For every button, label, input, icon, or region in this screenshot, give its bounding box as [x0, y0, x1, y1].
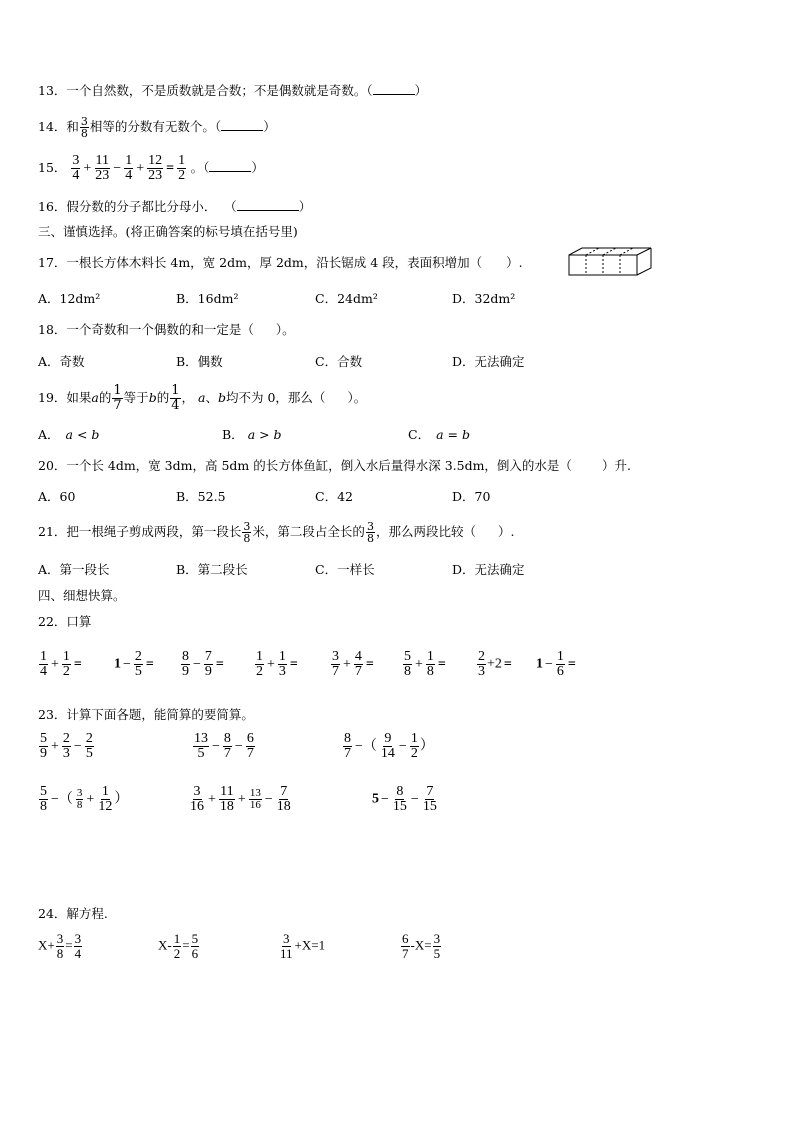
question-text: 如果	[66, 390, 92, 405]
question-20	[38, 458, 631, 474]
question-text: 相等的分数有无数个。（	[89, 119, 222, 134]
oral-calc-6: $\frac{5}{8}$ + $\frac{1}{8}$ =	[404, 649, 446, 679]
option-c[interactable]: C． a = b	[408, 427, 470, 442]
question-text: 一个自然数，不是质数就是合数；不是偶数就是奇数。（	[66, 83, 373, 98]
oral-calc-3: $\frac{8}{9}$ − $\frac{7}{9}$ =	[182, 649, 224, 679]
close-paren: ）	[263, 119, 276, 134]
fraction: $\frac{1}{2}$	[178, 153, 186, 184]
question-text: 、	[205, 390, 218, 405]
question-number: 21．	[38, 524, 67, 539]
question-text: 。（	[190, 160, 210, 175]
cuboid-diagram	[568, 247, 654, 277]
option-d[interactable]: D．32dm²	[452, 291, 516, 306]
question-text: 口算	[66, 614, 92, 629]
question-number: 16．	[38, 199, 67, 214]
question-number: 24．	[38, 906, 67, 921]
question-16	[38, 199, 311, 215]
question-text: 的	[156, 390, 170, 405]
answer-blank[interactable]	[237, 210, 299, 211]
section-heading-4: 四、细想快算。	[38, 588, 126, 603]
answer-blank[interactable]	[209, 171, 251, 172]
question-text: ，	[181, 390, 195, 405]
question-text: 均不为 0，那么（	[226, 390, 326, 405]
oral-calc-5: $\frac{3}{7}$ + $\frac{4}{7}$ =	[332, 649, 374, 679]
close-paren: ）升.	[601, 458, 631, 473]
question-number: 14．	[38, 119, 67, 134]
option-b[interactable]: B．偶数	[176, 354, 223, 369]
option-c[interactable]: C．24dm²	[315, 291, 378, 306]
question-text: 一根长方体木料长 4m，宽 2dm，厚 2dm，沿长锯成 4 段，表面积增加（	[66, 255, 483, 270]
oral-calc-8: 1 − $\frac{1}{6}$ =	[536, 649, 576, 679]
option-a[interactable]: A．12dm²	[38, 291, 101, 306]
calc-expression-2: $\frac{13}{5}$ − $\frac{8}{7}$ − $\frac{6}{7}$	[194, 731, 254, 761]
fraction: $\frac{1}{4}$	[125, 153, 133, 184]
option-a[interactable]: A．奇数	[38, 354, 85, 369]
question-24-title	[38, 906, 108, 922]
option-b[interactable]: B．第二段长	[176, 562, 248, 577]
oral-calc-7: $\frac{2}{3}$ +2 =	[478, 649, 512, 679]
answer-blank[interactable]	[373, 94, 415, 95]
option-a[interactable]: A．60	[38, 489, 76, 504]
equation: $\frac{3}{4}$ + $\frac{11}{23}$ − $\frac{1}{4}$ + $\frac{12}{23}$ = $\frac{1}{2}$	[72, 153, 186, 184]
equation-1: X+ $\frac{3}{8}$ = $\frac{3}{4}$	[38, 931, 82, 961]
equation-3: $\frac{3}{11}$ +X=1	[280, 931, 326, 961]
question-text: 的	[98, 390, 112, 405]
open-paren: （	[230, 199, 237, 214]
question-19	[38, 380, 366, 416]
question-14	[38, 112, 276, 142]
option-c[interactable]: C．一样长	[315, 562, 375, 577]
equation-4: $\frac{6}{7}$ -X= $\frac{3}{5}$	[402, 931, 441, 961]
question-text: 等于	[123, 390, 149, 405]
variable-a: a	[198, 390, 206, 405]
variable-b: b	[217, 390, 226, 405]
question-text: ，那么两段比较（	[375, 524, 476, 539]
close-paren: ）。	[347, 390, 367, 405]
question-text: 一个奇数和一个偶数的和一定是（	[66, 322, 254, 337]
question-number: 23．	[38, 707, 67, 722]
question-number: 19．	[38, 390, 67, 405]
close-paren: ）	[298, 199, 312, 214]
fraction: $\frac{12}{23}$	[148, 153, 163, 184]
option-b[interactable]: B．16dm²	[176, 291, 239, 306]
fraction: $\frac{1}{7}$	[113, 383, 122, 413]
section-heading-3: 三、谨慎选择。(将正确答案的标号填在括号里)	[38, 224, 298, 239]
question-number: 17．	[38, 255, 67, 270]
option-d[interactable]: D．70	[452, 489, 491, 504]
fraction: $\frac{3}{4}$	[72, 153, 80, 184]
option-a[interactable]: A．第一段长	[38, 562, 110, 577]
close-paren: ）.	[497, 524, 515, 539]
question-text: 和	[66, 119, 79, 134]
question-number: 13．	[38, 83, 67, 98]
question-13	[38, 83, 427, 99]
oral-calc-4: $\frac{1}{2}$ + $\frac{1}{3}$ =	[256, 649, 298, 679]
close-paren: ）.	[506, 255, 523, 270]
variable-a: a	[91, 390, 99, 405]
question-text: 假分数的分子都比分母小．	[66, 199, 217, 214]
calc-expression-3: $\frac{8}{7}$ −（ $\frac{9}{14}$ − $\frac{1}{2}$ ）	[344, 731, 434, 761]
close-paren: ）	[251, 160, 264, 175]
fraction: $\frac{1}{4}$	[171, 383, 180, 413]
question-18	[38, 322, 295, 338]
option-d[interactable]: D．无法确定	[452, 562, 525, 577]
question-text: 米，第二段占全长的	[252, 524, 365, 539]
question-number: 15．	[38, 160, 67, 175]
variable-b: b	[148, 390, 157, 405]
question-text: 一个长 4dm，宽 3dm，高 5dm 的长方体鱼缸，倒入水后量得水深 3.5dm，倒入的水是（	[66, 458, 572, 473]
question-23-title	[38, 707, 254, 723]
question-number: 22．	[38, 614, 67, 629]
option-a[interactable]: A． a < b	[38, 427, 100, 442]
question-text: 把一根绳子剪成两段，第一段长	[66, 524, 242, 539]
close-paren: ）	[414, 83, 428, 98]
calc-expression-4: $\frac{5}{8}$ −（ $\frac{3}{8}$ + $\frac{1}{12}$ ）	[40, 784, 129, 814]
calc-expression-5: $\frac{3}{16}$ + $\frac{11}{18}$ + $\frac{13}{16}$ − $\frac{7}{18}$	[190, 784, 291, 814]
calc-expression-1: $\frac{5}{9}$ + $\frac{2}{3}$ − $\frac{2}{5}$	[40, 731, 93, 761]
close-paren: ）。	[275, 322, 295, 337]
question-21	[38, 517, 514, 547]
answer-blank[interactable]	[221, 130, 263, 131]
question-15	[38, 150, 264, 187]
fraction: $\frac{3}{8}$	[243, 520, 251, 545]
oral-calc-1: $\frac{1}{4}$ + $\frac{1}{2}$ =	[40, 649, 82, 679]
option-d[interactable]: D．无法确定	[452, 354, 525, 369]
option-b[interactable]: B．52.5	[176, 489, 226, 504]
question-text: 解方程.	[66, 906, 108, 921]
option-c[interactable]: C．42	[315, 489, 353, 504]
option-c[interactable]: C．合数	[315, 354, 363, 369]
oral-calc-2: 1 − $\frac{2}{5}$ =	[114, 649, 154, 679]
question-17	[38, 255, 523, 271]
option-b[interactable]: B． a > b	[222, 427, 282, 442]
equation-2: X- $\frac{1}{2}$ = $\frac{5}{6}$	[158, 931, 199, 961]
question-text: 计算下面各题，能简算的要简算。	[66, 707, 254, 722]
fraction: $\frac{3}{8}$	[366, 520, 374, 545]
calc-expression-6: 5 − $\frac{8}{15}$ − $\frac{7}{15}$	[372, 784, 437, 814]
fraction: $\frac{3}{8}$	[80, 115, 88, 140]
question-number: 18．	[38, 322, 67, 337]
fraction: $\frac{11}{23}$	[95, 153, 110, 184]
question-22-title	[38, 614, 91, 630]
question-number: 20．	[38, 458, 67, 473]
